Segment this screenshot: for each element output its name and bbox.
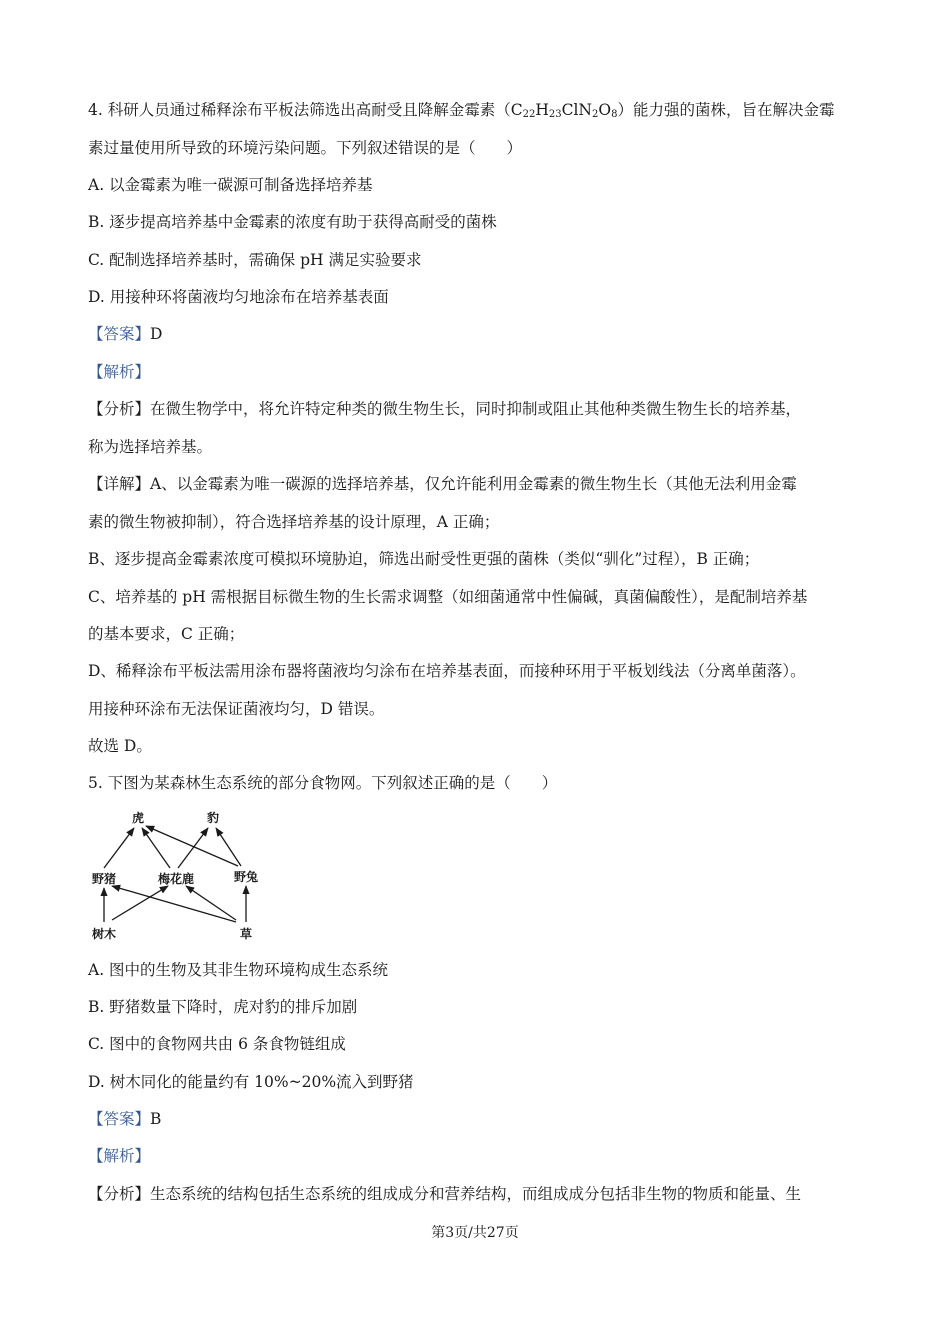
fenxi-tag: 【分析】 xyxy=(88,400,151,418)
q4-option-c: C. 配制选择培养基时，需确保 pH 满足实验要求 xyxy=(88,251,422,269)
q5-option-a: A. 图中的生物及其非生物环境构成生态系统 xyxy=(88,961,389,979)
formula-subscript: 23 xyxy=(548,109,562,120)
page-footer: 第3页/共27页 xyxy=(431,1225,519,1241)
node-tree: 树木 xyxy=(91,927,117,941)
answer-tag: 【答案】 xyxy=(88,325,151,343)
q4-answer xyxy=(88,323,162,345)
formula-subscript: 8 xyxy=(611,109,618,120)
q4-fenxi-line2: 称为选择培养基。 xyxy=(88,438,213,456)
arrow-boar-to-tiger xyxy=(104,828,134,868)
q4-explain-d2: 用接种环涂布无法保证菌液均匀，D 错误。 xyxy=(88,700,385,718)
q4-option-d: D. 用接种环将菌液均匀地涂布在培养基表面 xyxy=(88,288,389,306)
fenxi-text: 在微生物学中，将允许特定种类的微生物生长，同时抑制或阻止其他种类微生物生长的培养基， xyxy=(150,400,802,418)
q4-explain-c1: C、培养基的 pH 需根据目标微生物的生长需求调整（如细菌通常中性偏碱，真菌偏酸性），是配制培养基 xyxy=(88,588,808,606)
arrow-tree-to-deer xyxy=(112,886,168,920)
node-boar: 野猪 xyxy=(91,872,117,886)
q4-xiangjie-line1 xyxy=(88,473,797,495)
chemical-formula xyxy=(523,101,618,119)
xiangjie-tag: 【详解】 xyxy=(88,475,151,493)
answer-value: B xyxy=(150,1110,162,1128)
food-web-diagram xyxy=(86,806,266,946)
arrow-grass-to-boar xyxy=(112,886,236,922)
q4-stem-line2: 素过量使用所导致的环境污染问题。下列叙述错误的是（ ） xyxy=(88,139,523,157)
q4-stem-line1 xyxy=(88,99,834,121)
formula-subscript: 22 xyxy=(522,109,536,120)
xiangjie-text: A、以金霉素为唯一碳源的选择培养基，仅允许能利用金霉素的微生物生长（其他无法利用金霉 xyxy=(150,475,797,493)
q5-option-d: D. 树木同化的能量约有 10%~20%流入到野猪 xyxy=(88,1073,414,1091)
q5-stem: 5. 下图为某森林生态系统的部分食物网。下列叙述正确的是（ ） xyxy=(88,774,558,792)
formula-element: ClN xyxy=(561,101,592,119)
q4-stem-start: 4. 科研人员通过稀释涂布平板法筛选出高耐受且降解金霉素（C xyxy=(88,101,523,119)
jiexi-tag: 【解析】 xyxy=(88,1147,151,1165)
q4-explain-c2: 的基本要求，C 正确； xyxy=(88,625,245,643)
q5-option-b: B. 野猪数量下降时，虎对豹的排斥加剧 xyxy=(88,998,358,1016)
q4-option-a: A. 以金霉素为唯一碳源可制备选择培养基 xyxy=(88,176,373,194)
arrow-deer-to-leopard xyxy=(178,828,208,868)
q4-fenxi-line1 xyxy=(88,398,801,420)
formula-subscript: 2 xyxy=(591,109,599,120)
jiexi-tag: 【解析】 xyxy=(88,363,151,381)
q5-jiexi xyxy=(88,1145,150,1167)
fenxi-tag: 【分析】 xyxy=(88,1185,151,1203)
answer-tag: 【答案】 xyxy=(88,1110,151,1128)
node-tiger: 虎 xyxy=(131,811,145,825)
arrow-hare-to-leopard xyxy=(216,828,241,866)
q4-explain-d1: D、稀释涂布平板法需用涂布器将菌液均匀涂布在培养基表面，而接种环用于平板划线法（分离单菌落）。 xyxy=(88,662,806,680)
q5-fenxi-line1 xyxy=(88,1183,801,1205)
q4-jiexi xyxy=(88,361,150,383)
q4-option-b: B. 逐步提高培养基中金霉素的浓度有助于获得高耐受的菌株 xyxy=(88,213,497,231)
q5-answer xyxy=(88,1108,161,1130)
node-grass: 草 xyxy=(239,927,253,941)
formula-element: O xyxy=(598,101,612,119)
formula-element: H xyxy=(535,101,549,119)
q4-xiangjie-line2: 素的微生物被抑制），符合选择培养基的设计原理，A 正确； xyxy=(88,513,500,531)
node-leopard: 豹 xyxy=(206,811,220,825)
node-hare: 野兔 xyxy=(233,870,259,884)
fenxi-text: 生态系统的结构包括生态系统的组成成分和营养结构，而组成成分包括非生物的物质和能量、生 xyxy=(150,1185,802,1203)
q4-explain-b: B、逐步提高金霉素浓度可模拟环境胁迫，筛选出耐受性更强的菌株（类似“驯化”过程），B 正确； xyxy=(88,550,760,568)
arrow-hare-to-tiger xyxy=(146,826,238,866)
q5-option-c: C. 图中的食物网共由 6 条食物链组成 xyxy=(88,1035,346,1053)
node-deer: 梅花鹿 xyxy=(157,872,195,886)
q4-conclusion: 故选 D。 xyxy=(88,737,152,755)
answer-value: D xyxy=(150,325,163,343)
q4-stem-end: ）能力强的菌株，旨在解决金霉 xyxy=(617,101,835,119)
